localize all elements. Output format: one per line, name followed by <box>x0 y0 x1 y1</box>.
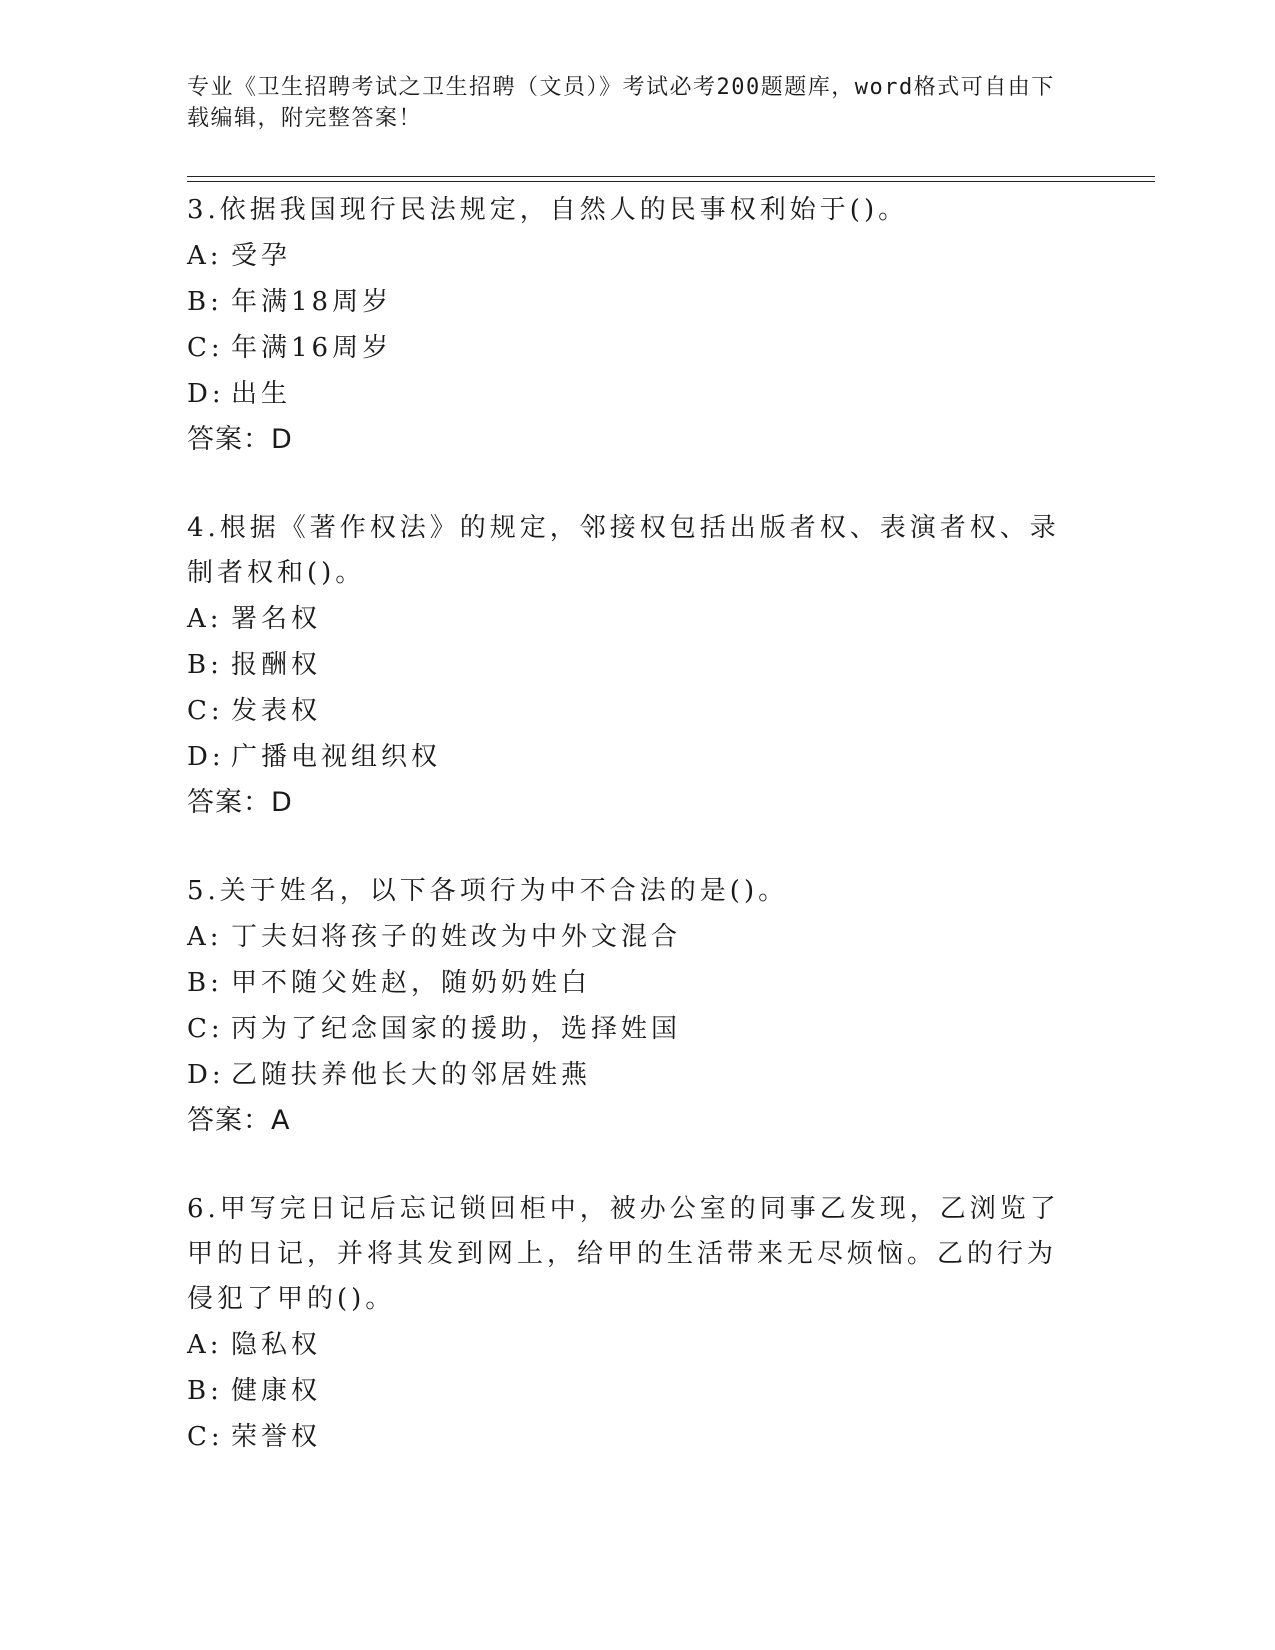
question-5 <box>187 869 1067 1144</box>
option-text: 甲不随父姓赵，随奶奶姓白 <box>231 968 592 998</box>
question-4 <box>187 506 1067 826</box>
option-d <box>187 734 1067 780</box>
option-d <box>187 1052 1067 1098</box>
option-key: B: <box>187 968 223 998</box>
option-c <box>187 325 1067 371</box>
option-text: 乙随扶养他长大的邻居姓燕 <box>231 1060 592 1090</box>
question-stem: 4.根据《著作权法》的规定，邻接权包括出版者权、表演者权、录制者权和()。 <box>187 513 1060 588</box>
option-b <box>187 279 1067 325</box>
option-a <box>187 914 1067 960</box>
document-header: 专业《卫生招聘考试之卫生招聘（文员）》考试必考200题题库，word格式可自由下载编辑，附完整答案！ <box>187 75 1055 131</box>
option-key: D: <box>187 742 225 772</box>
header-divider-top <box>187 176 1155 177</box>
option-text: 健康权 <box>231 1376 322 1406</box>
option-key: A: <box>187 1330 223 1360</box>
option-text: 丁夫妇将孩子的姓改为中外文混合 <box>231 922 682 952</box>
option-key: C: <box>187 696 224 726</box>
question-stem: 6.甲写完日记后忘记锁回柜中，被办公室的同事乙发现，乙浏览了甲的日记，并将其发到网上，给甲的生活带来无尽烦恼。乙的行为侵犯了甲的()。 <box>187 1194 1060 1314</box>
option-text: 荣誉权 <box>231 1422 322 1452</box>
option-key: D: <box>187 1060 225 1090</box>
option-key: D: <box>187 379 225 409</box>
question-stem: 5.关于姓名，以下各项行为中不合法的是()。 <box>187 876 789 906</box>
option-key: A: <box>187 241 223 271</box>
option-c <box>187 688 1067 734</box>
answer-line: 答案：D <box>187 424 293 455</box>
option-text: 年满16周岁 <box>231 333 393 363</box>
option-text: 出生 <box>231 379 292 409</box>
option-key: A: <box>187 922 223 952</box>
option-key: B: <box>187 287 223 317</box>
option-b <box>187 1368 1067 1414</box>
option-c <box>187 1006 1067 1052</box>
option-key: C: <box>187 1014 224 1044</box>
option-text: 署名权 <box>231 604 322 634</box>
option-text: 报酬权 <box>231 650 322 680</box>
option-a <box>187 1322 1067 1368</box>
option-b <box>187 642 1067 688</box>
option-key: B: <box>187 650 223 680</box>
question-3 <box>187 188 1067 463</box>
option-text: 发表权 <box>231 696 322 726</box>
answer-line: 答案：D <box>187 787 293 818</box>
option-text: 丙为了纪念国家的援助，选择姓国 <box>231 1014 682 1044</box>
header-divider-bottom <box>187 181 1155 182</box>
option-key: A: <box>187 604 223 634</box>
option-text: 隐私权 <box>231 1330 322 1360</box>
option-text: 广播电视组织权 <box>231 742 442 772</box>
option-c <box>187 1414 1067 1460</box>
option-text: 受孕 <box>231 241 292 271</box>
option-b <box>187 960 1067 1006</box>
option-key: C: <box>187 1422 224 1452</box>
option-key: B: <box>187 1376 223 1406</box>
question-6 <box>187 1187 1067 1460</box>
option-d <box>187 371 1067 417</box>
option-a <box>187 233 1067 279</box>
answer-line: 答案：A <box>187 1105 291 1136</box>
option-a <box>187 596 1067 642</box>
question-stem: 3.依据我国现行民法规定，自然人的民事权利始于()。 <box>187 195 909 225</box>
question-list <box>187 188 1067 1503</box>
option-text: 年满18周岁 <box>231 287 393 317</box>
option-key: C: <box>187 333 224 363</box>
